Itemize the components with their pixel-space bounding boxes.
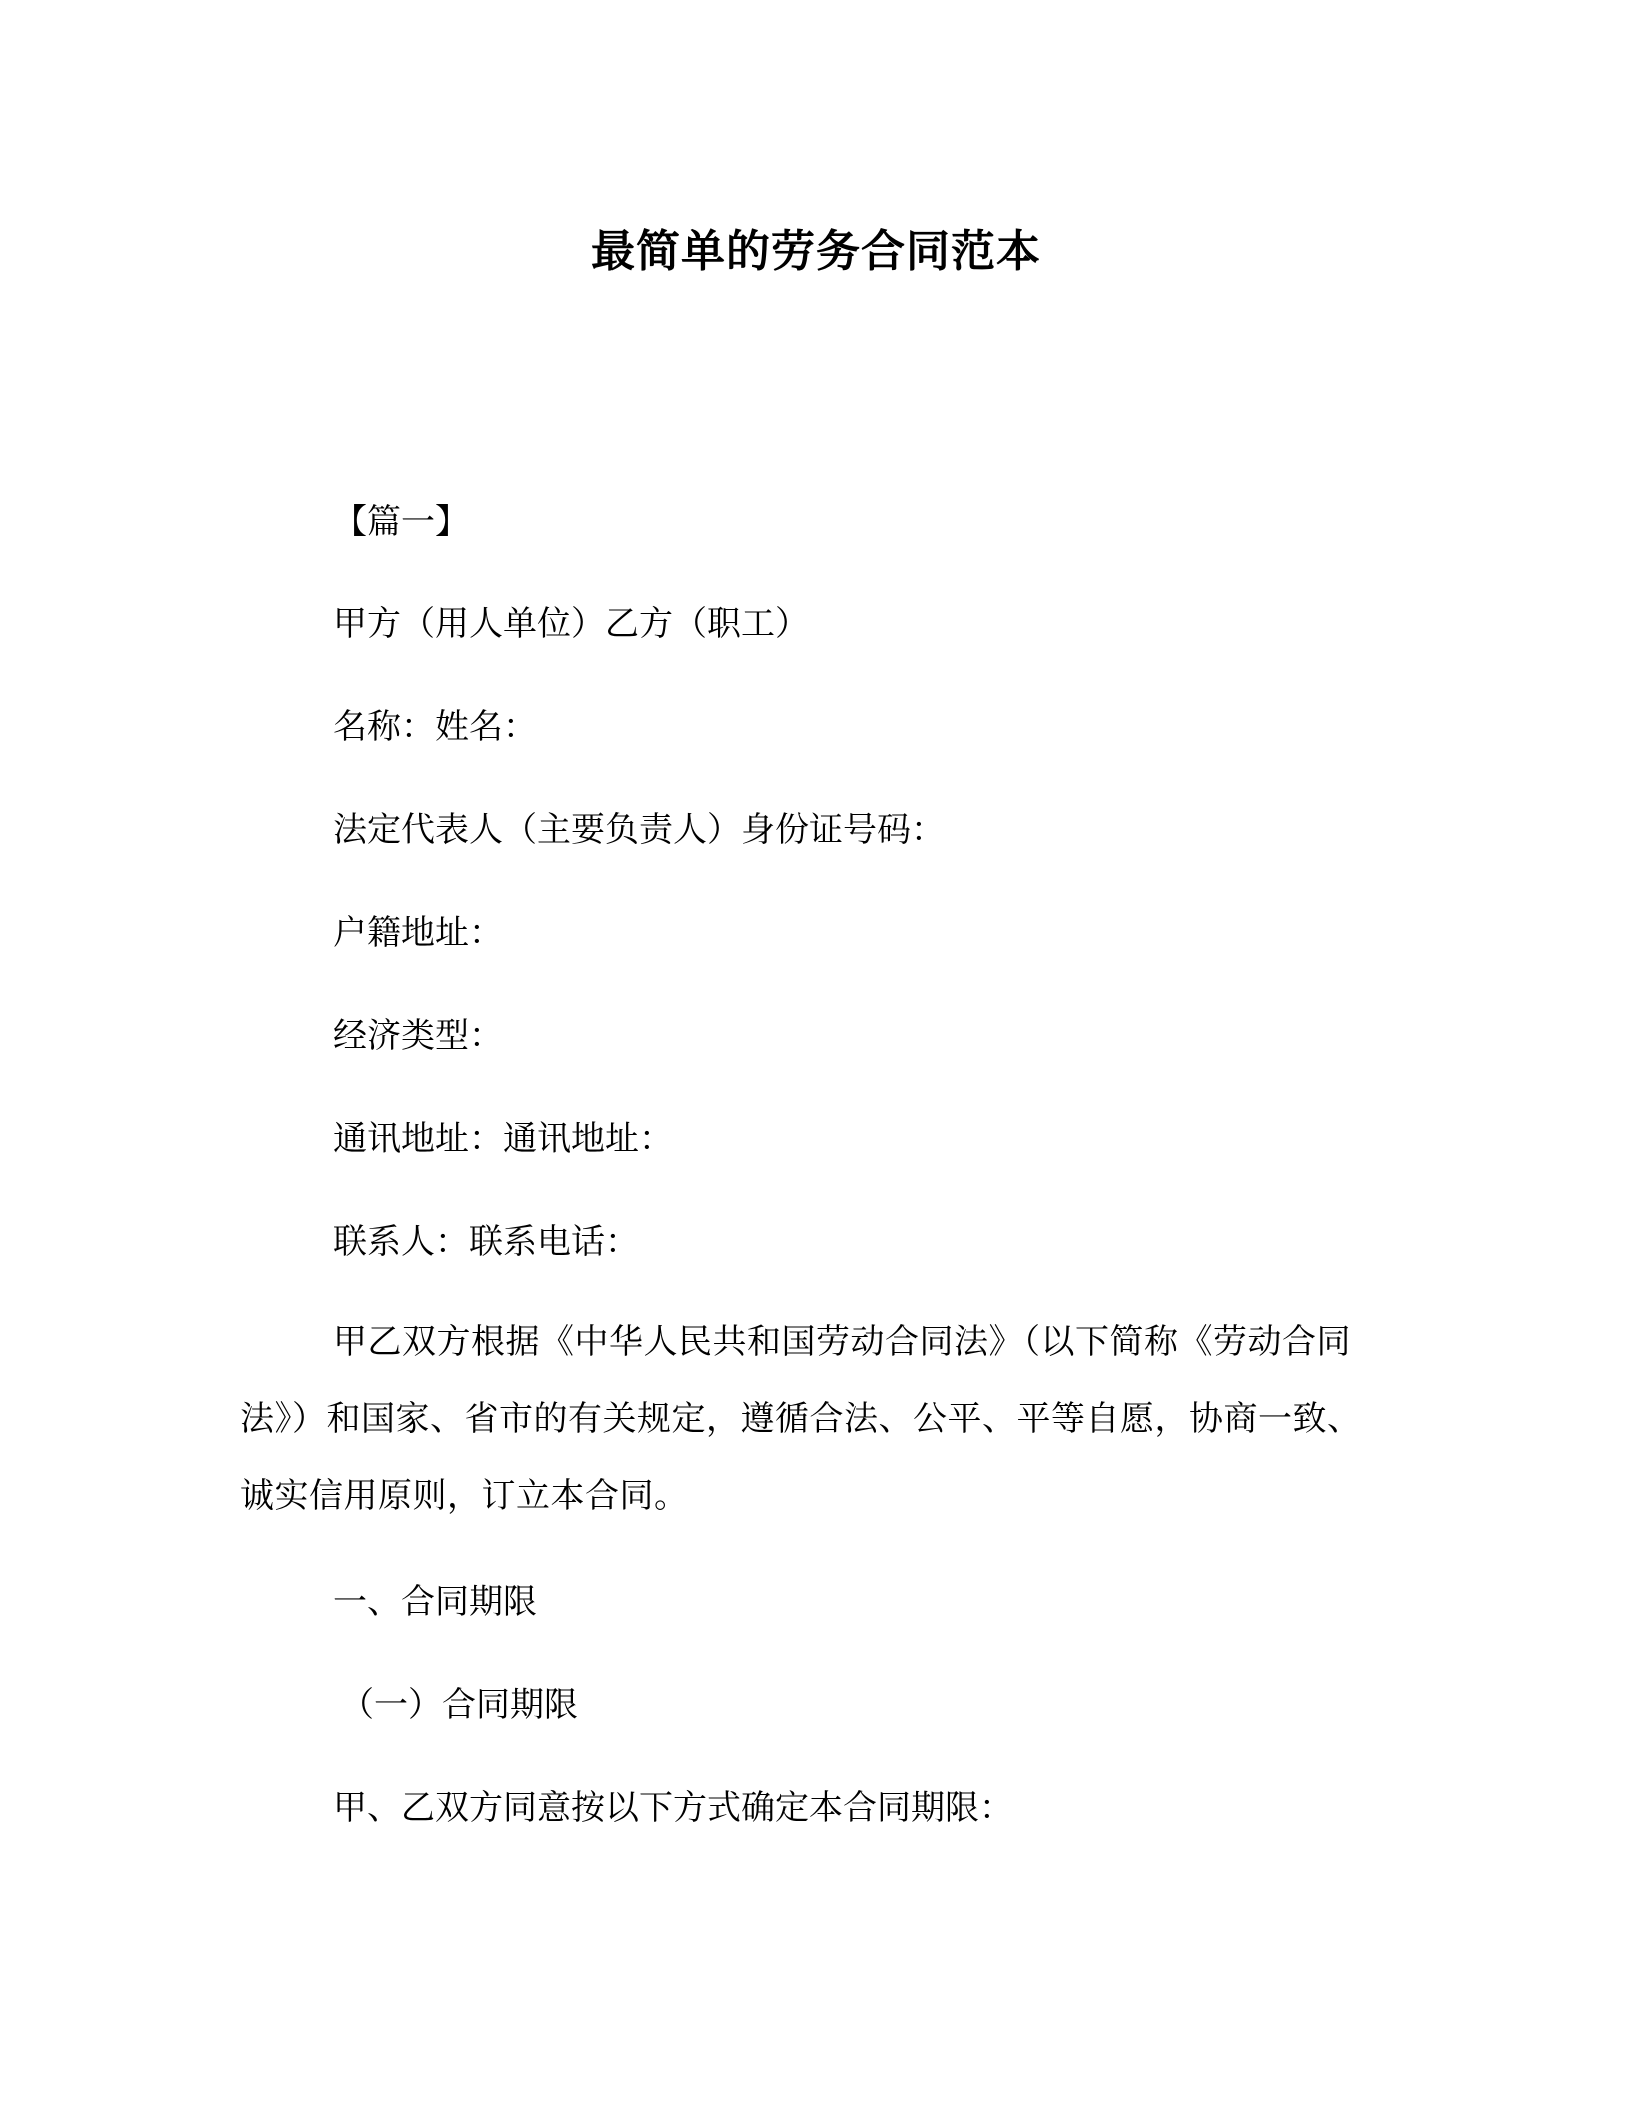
- mailing-address-line: 通讯地址：通讯地址：: [333, 1119, 673, 1159]
- contact-line: 联系人：联系电话：: [333, 1222, 639, 1262]
- economic-type-line: 经济类型：: [333, 1016, 503, 1056]
- household-address-line: 户籍地址：: [333, 913, 503, 953]
- heading-contract-term: 一、合同期限: [333, 1582, 537, 1622]
- legal-representative-line: 法定代表人（主要负责人）身份证号码：: [333, 810, 945, 850]
- contract-term-clause: 甲、乙双方同意按以下方式确定本合同期限：: [333, 1788, 1013, 1828]
- subheading-contract-term: （一）合同期限: [340, 1685, 578, 1725]
- document-title: 最简单的劳务合同范本: [591, 226, 1041, 277]
- parties-line: 甲方（用人单位）乙方（职工）: [333, 604, 809, 644]
- name-line: 名称：姓名：: [333, 707, 537, 747]
- section-marker: 【篇一】: [333, 502, 469, 542]
- preamble-paragraph: 甲乙双方根据《中华人民共和国劳动合同法》（以下简称《劳动合同法》）和国家、省市的有关规定，遵循合法、公平、平等自愿，协商一致、诚实信用原则，订立本合同。: [240, 1322, 1362, 1516]
